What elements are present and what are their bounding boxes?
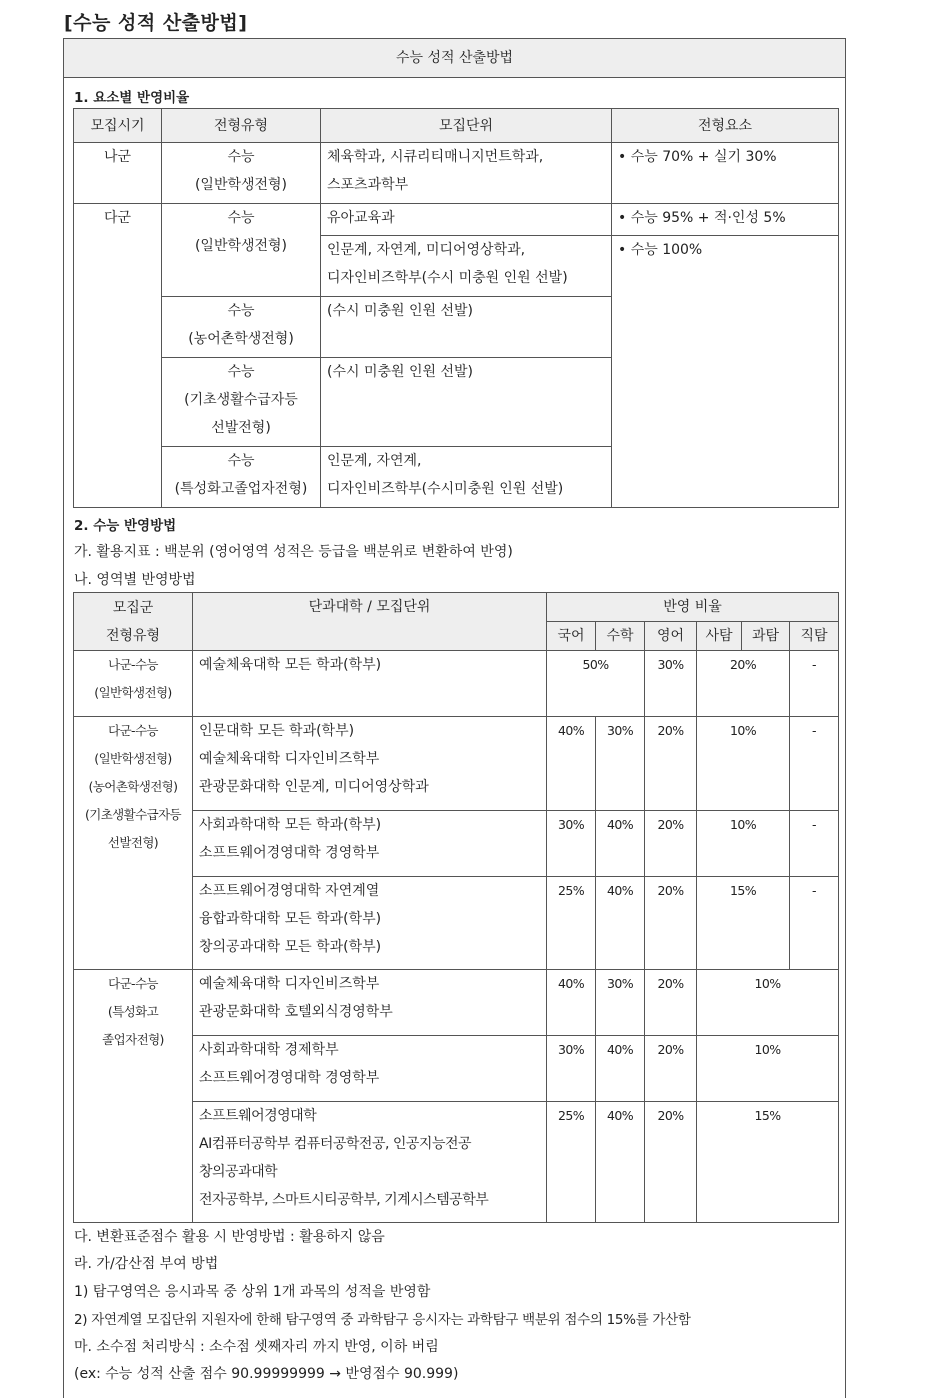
type-cell: 수능 (특성화고졸업자전형) bbox=[162, 447, 321, 508]
note-ra: 라. 가/감산점 부여 방법 bbox=[74, 1256, 219, 1272]
header-ratio: 반영 비율 bbox=[547, 593, 839, 622]
math-value: 40% bbox=[596, 877, 645, 970]
note-example: (ex: 수능 성적 산출 점수 90.99999999 → 반영점수 90.999) bbox=[74, 1366, 459, 1382]
header-social: 사탐 bbox=[697, 622, 742, 651]
subject-ratio-table bbox=[73, 592, 839, 1223]
unit-cell: 유아교육과 bbox=[321, 204, 612, 236]
line-na: 나. 영역별 반영방법 bbox=[74, 572, 196, 588]
unit-cell: 인문계, 자연계, 미디어영상학과, 디자인비즈학부(수시 미충원 인원 선발) bbox=[321, 236, 612, 297]
table-row bbox=[74, 204, 839, 236]
math-value: 40% bbox=[596, 1036, 645, 1102]
vocational-value: - bbox=[790, 877, 839, 970]
header-english: 영어 bbox=[645, 622, 697, 651]
section2-heading: 2. 수능 반영방법 bbox=[74, 518, 177, 534]
unit-cell: 소프트웨어경영대학 자연계열 융합과학대학 모든 학과(학부) 창의공과대학 모든 학과(학부) bbox=[193, 877, 547, 970]
vocational-value: - bbox=[790, 651, 839, 717]
unit-cell: 사회과학대학 모든 학과(학부) 소프트웨어경영대학 경영학부 bbox=[193, 811, 547, 877]
english-value: 30% bbox=[645, 651, 697, 717]
note-ma: 마. 소수점 처리방식 : 소수점 셋째자리 까지 반영, 이하 버림 bbox=[74, 1339, 439, 1355]
period-na: 나군 bbox=[74, 143, 162, 204]
table-row bbox=[74, 651, 839, 717]
unit-cell: 소프트웨어경영대학 AI컴퓨터공학부 컴퓨터공학전공, 인공지능전공 창의공과대학 전자공학부, 스마트시티공학부, 기계시스템공학부 bbox=[193, 1102, 547, 1223]
type-cell: 수능 (농어촌학생전형) bbox=[162, 297, 321, 358]
element-cell: • 수능 100% bbox=[612, 236, 839, 508]
korean-value: 40% bbox=[547, 970, 596, 1036]
inquiry-value: 10% bbox=[697, 1036, 839, 1102]
unit-cell: (수시 미충원 인원 선발) bbox=[321, 358, 612, 447]
unit-cell: 예술체육대학 디자인비즈학부 관광문화대학 호텔외식경영학부 bbox=[193, 970, 547, 1036]
english-value: 20% bbox=[645, 1036, 697, 1102]
group-cell: 다군-수능 (일반학생전형) (농어촌학생전형) (기초생활수급자등 선발전형) bbox=[74, 717, 193, 970]
type-cell: 수능 (기초생활수급자등 선발전형) bbox=[162, 358, 321, 447]
header-unit: 모집단위 bbox=[321, 109, 612, 143]
unit-cell: 체육학과, 시큐리티매니지먼트학과, 스포츠과학부 bbox=[321, 143, 612, 204]
korean-value: 30% bbox=[547, 811, 596, 877]
header-science: 과탐 bbox=[742, 622, 790, 651]
unit-cell: 예술체육대학 모든 학과(학부) bbox=[193, 651, 547, 717]
type-cell: 수능 (일반학생전형) bbox=[162, 143, 321, 204]
english-value: 20% bbox=[645, 877, 697, 970]
type-cell: 수능 (일반학생전형) bbox=[162, 204, 321, 297]
header-type: 전형유형 bbox=[162, 109, 321, 143]
table-row bbox=[74, 970, 839, 1036]
english-value: 20% bbox=[645, 1102, 697, 1223]
group-cell: 나군-수능 (일반학생전형) bbox=[74, 651, 193, 717]
inquiry-value: 10% bbox=[697, 717, 790, 811]
header-korean: 국어 bbox=[547, 622, 596, 651]
korean-value: 30% bbox=[547, 1036, 596, 1102]
ratio-by-element-table bbox=[73, 108, 839, 508]
header-math: 수학 bbox=[596, 622, 645, 651]
math-value: 40% bbox=[596, 811, 645, 877]
vocational-value: - bbox=[790, 717, 839, 811]
math-value: 30% bbox=[596, 717, 645, 811]
inquiry-value: 15% bbox=[697, 877, 790, 970]
element-cell: • 수능 70% + 실기 30% bbox=[612, 143, 839, 204]
period-da: 다군 bbox=[74, 204, 162, 508]
unit-cell: (수시 미충원 인원 선발) bbox=[321, 297, 612, 358]
korean-value: 40% bbox=[547, 717, 596, 811]
inquiry-value: 10% bbox=[697, 970, 839, 1036]
unit-cell: 인문계, 자연계, 디자인비즈학부(수시미충원 인원 선발) bbox=[321, 447, 612, 508]
header-vocational: 직탐 bbox=[790, 622, 839, 651]
math-value: 30% bbox=[596, 970, 645, 1036]
header-period: 모집시기 bbox=[74, 109, 162, 143]
header-unit: 단과대학 / 모집단위 bbox=[193, 593, 547, 651]
note-ra-2: 2) 자연계열 모집단위 지원자에 한해 탐구영역 중 과학탐구 응시자는 과학탐구 백분위 점수의 15%를 가산함 bbox=[74, 1312, 691, 1328]
korean-value: 25% bbox=[547, 877, 596, 970]
note-da: 다. 변환표준점수 활용 시 반영방법 : 활용하지 않음 bbox=[74, 1229, 385, 1245]
english-value: 20% bbox=[645, 811, 697, 877]
group-cell: 다군-수능 (특성화고 졸업자전형) bbox=[74, 970, 193, 1223]
inquiry-value: 20% bbox=[697, 651, 790, 717]
unit-cell: 인문대학 모든 학과(학부) 예술체육대학 디자인비즈학부 관광문화대학 인문계, 미디어영상학과 bbox=[193, 717, 547, 811]
table-row bbox=[74, 717, 839, 811]
korean-value: 25% bbox=[547, 1102, 596, 1223]
line-ga: 가. 활용지표 : 백분위 (영어영역 성적은 등급을 백분위로 변환하여 반영) bbox=[74, 544, 513, 560]
element-cell: • 수능 95% + 적·인성 5% bbox=[612, 204, 839, 236]
inquiry-value: 10% bbox=[697, 811, 790, 877]
note-ra-1: 1) 탐구영역은 응시과목 중 상위 1개 과목의 성적을 반영함 bbox=[74, 1284, 431, 1300]
korean-math-value: 50% bbox=[547, 651, 645, 717]
english-value: 20% bbox=[645, 970, 697, 1036]
header-element: 전형요소 bbox=[612, 109, 839, 143]
math-value: 40% bbox=[596, 1102, 645, 1223]
english-value: 20% bbox=[645, 717, 697, 811]
unit-cell: 사회과학대학 경제학부 소프트웨어경영대학 경영학부 bbox=[193, 1036, 547, 1102]
table-row bbox=[74, 143, 839, 204]
section1-heading: 1. 요소별 반영비율 bbox=[74, 90, 190, 106]
page-title: [수능 성적 산출방법] bbox=[64, 12, 248, 34]
box-title: 수능 성적 산출방법 bbox=[64, 39, 845, 78]
inquiry-value: 15% bbox=[697, 1102, 839, 1223]
vocational-value: - bbox=[790, 811, 839, 877]
header-group: 모집군 전형유형 bbox=[74, 593, 193, 651]
